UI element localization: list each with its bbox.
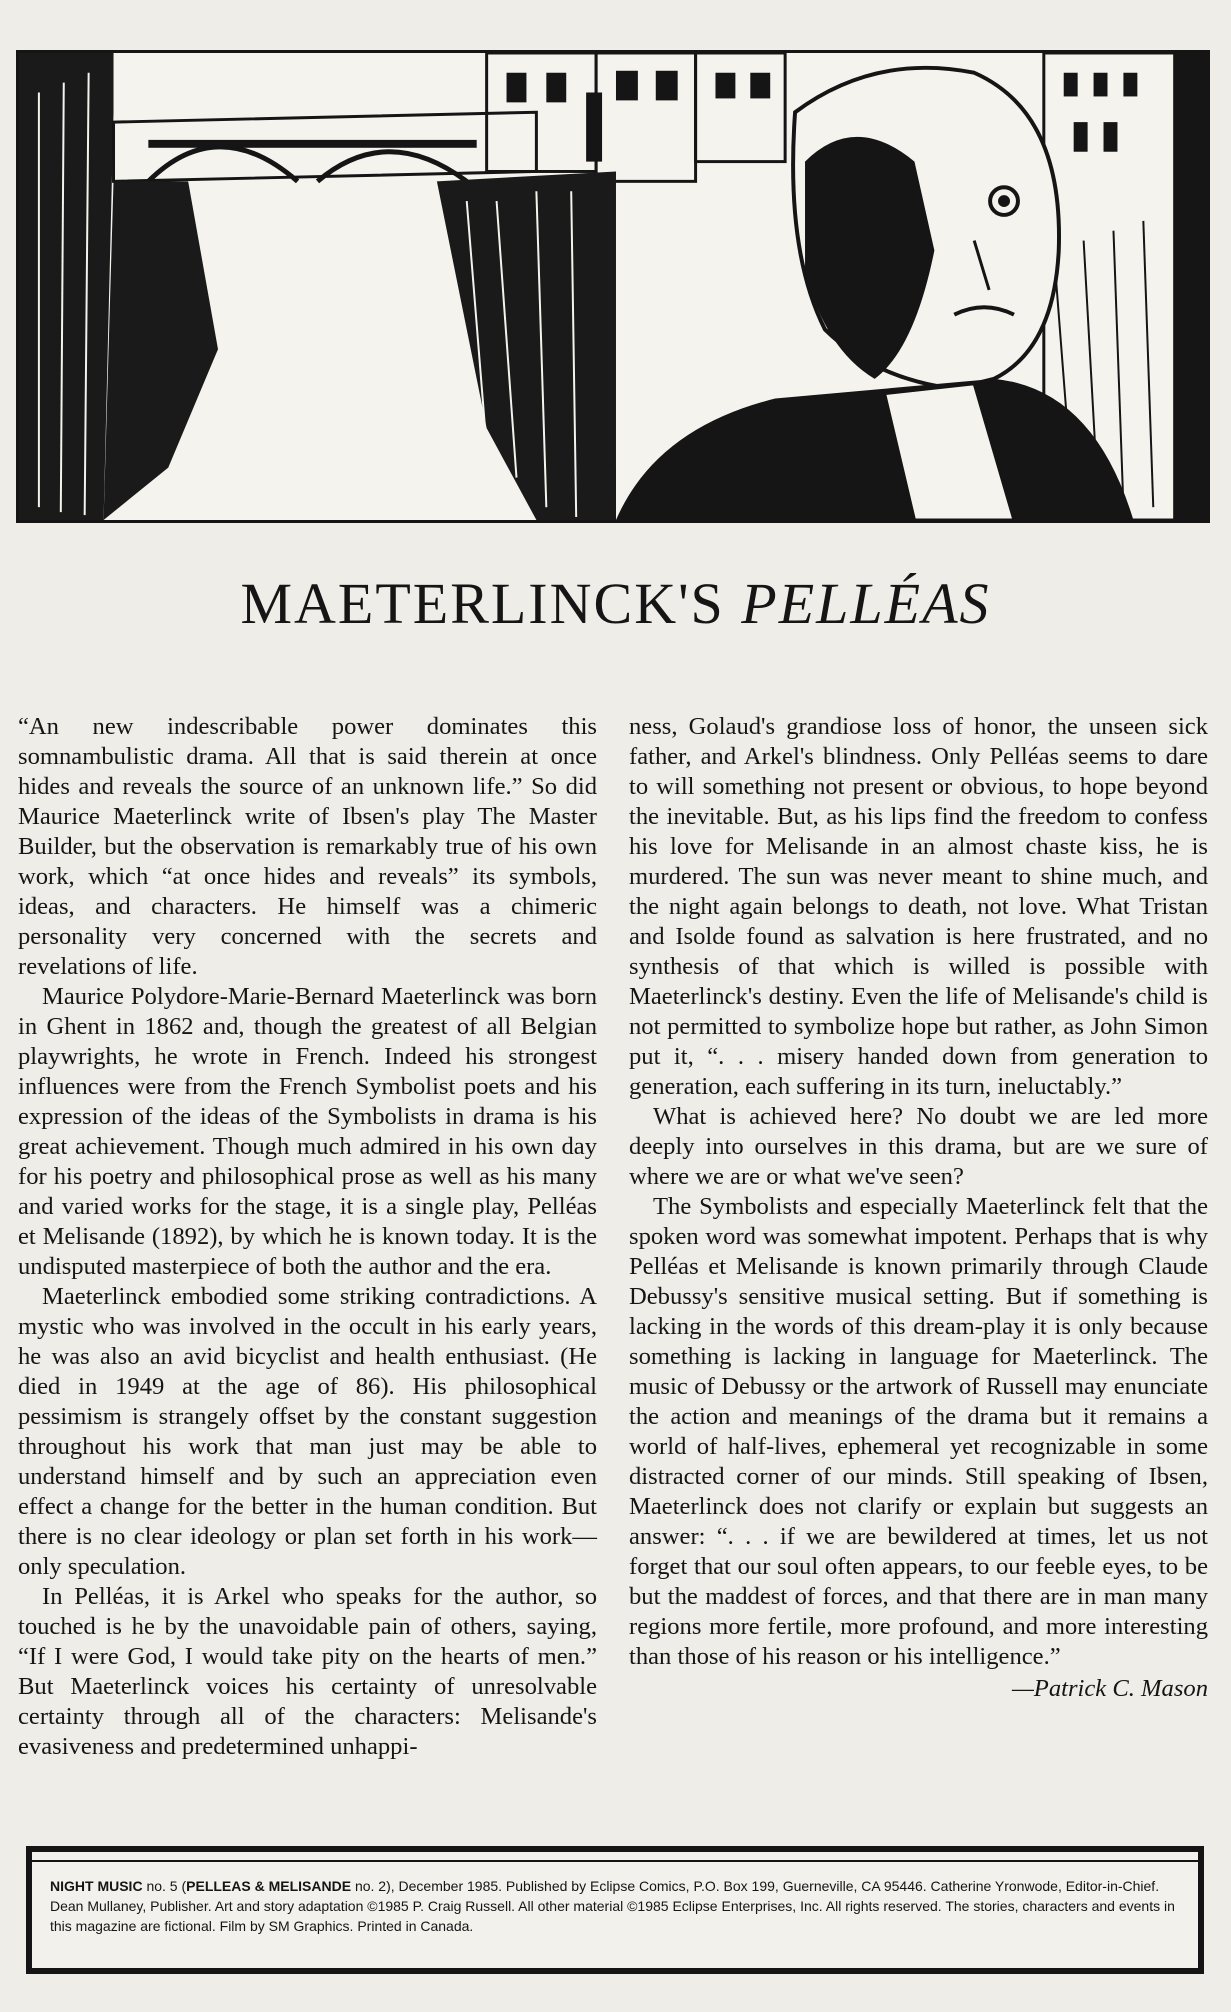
title-plain: MAETERLINCK'S [240,571,742,636]
paragraph: In Pelléas, it is Arkel who speaks for the author, so touched is he by the unavoidable pain of others, saying, “If I were God, I would take pity on the hearts of men.” But Maeterlinck voices his certainty of unresolvable certainty through all of the characters: Melisande's evasiveness and predetermined unhappi- [18,1583,597,1760]
colophon-text: no. 5 ( [142,1878,187,1894]
paragraph: Maeterlinck embodied some striking contradictions. A mystic who was involved in the occult in his early years, he was also an avid bicyclist and health enthusiast. (He died in 1949 at the age of 86). His philosophical pessimism is strangely offset by the constant suggestion throughout his work that man just may be able to understand himself and by such an appreciation even effect a change for the better in the human condition. But there is no clear ideology or plan set forth in his work—only speculation. [18,1283,597,1580]
title-italic: PELLÉAS [741,571,991,636]
article-body [18,712,1208,1762]
colophon-rule [32,1860,1198,1862]
colophon-box [26,1846,1204,1974]
author-signature: —Patrick C. Mason [1011,1675,1208,1702]
paragraph: What is achieved here? No doubt we are led more deeply into ourselves in this drama, but are we sure of where we are or what we've seen? [629,1103,1208,1190]
paragraph: “An new indescribable power dominates this somnambulistic drama. All that is said therein at once hides and reveals the source of an unknown life.” So did Maurice Maeterlinck write of Ibsen's play The Master Builder, but the observation is remarkably true of his own work, which “at once hides and reveals” its symbols, ideas, and characters. He himself was a chimeric personality very concerned with the secrets and revelations of life. [18,713,597,980]
colophon-title: NIGHT MUSIC [50,1878,143,1894]
colophon-text: no. 2), December 1985. Published by Eclipse Comics, P.O. Box 199, Guerneville, CA 95446. Catherine Yronwode, Editor-in-Chief. Dean Mullaney, Publisher. Art and story adaptation ©1985 P. Craig Russell. All other material ©1985 Eclipse Enterprises, Inc. All rights reserved. The stories, characters and events in this magazine are fictional. Film by SM Graphics. Printed in Canada. [50,1878,1175,1934]
paragraph: ness, Golaud's grandiose loss of honor, the unseen sick father, and Arkel's blindness. Only Pelléas seems to dare to will something not present or obvious, to hope beyond the inevitable. But, as his lips find the freedom to confess his love for Melisande in an almost chaste kiss, he is murdered. The sun was never meant to shine much, and the night again belongs to death, not love. What Tristan and Isolde found as salvation is here frustrated, and no synthesis of that which is willed is possible with Maeterlinck's destiny. Even the life of Melisande's child is not permitted to symbolize hope but rather, as John Simon put it, “. . . misery handed down from generation to generation, each suffering in its turn, ineluctably.” [629,713,1208,1100]
paragraph: Maurice Polydore-Marie-Bernard Maeterlinck was born in Ghent in 1862 and, though the greatest of all Belgian playwrights, he wrote in French. Indeed his strongest influences were from the French Symbolist poets and his expression of the ideas of the Symbolists in drama is his great achievement. Though much admired in his own day for his poetry and philosophical prose as well as his many and varied works for the stage, it is a single play, Pelléas et Melisande (1892), by which he is known today. It is the undisputed masterpiece of both the author and the era. [18,983,597,1280]
colophon-subtitle: PELLEAS & MELISANDE [186,1878,352,1894]
paragraph: The Symbolists and especially Maeterlinck felt that the spoken word was somewhat impotent. Perhaps that is why Pelléas et Melisande is known primarily through Claude Debussy's sensitive musical setting. But if something is lacking in the words of this dream-play it is only because something is lacking in language for Maeterlinck. The music of Debussy or the artwork of Russell may enunciate the action and meanings of the drama but it remains a world of half-lives, ephemeral yet recognizable in some distracted corner of our minds. Still speaking of Ibsen, Maeterlinck does not clarify or explain but suggests an answer: “. . . if we are bewildered at times, let us not forget that our soul often appears, to our feeble eyes, to be but the maddest of forces, and that there are in man many regions more fertile, more profound, and more interesting than those of his reason or his intelligence.” [629,1193,1208,1670]
column-right [629,712,1208,1762]
canal-portrait-drawing [19,53,1207,520]
article-title [0,570,1231,637]
column-left [18,712,597,1762]
header-illustration [16,50,1210,523]
